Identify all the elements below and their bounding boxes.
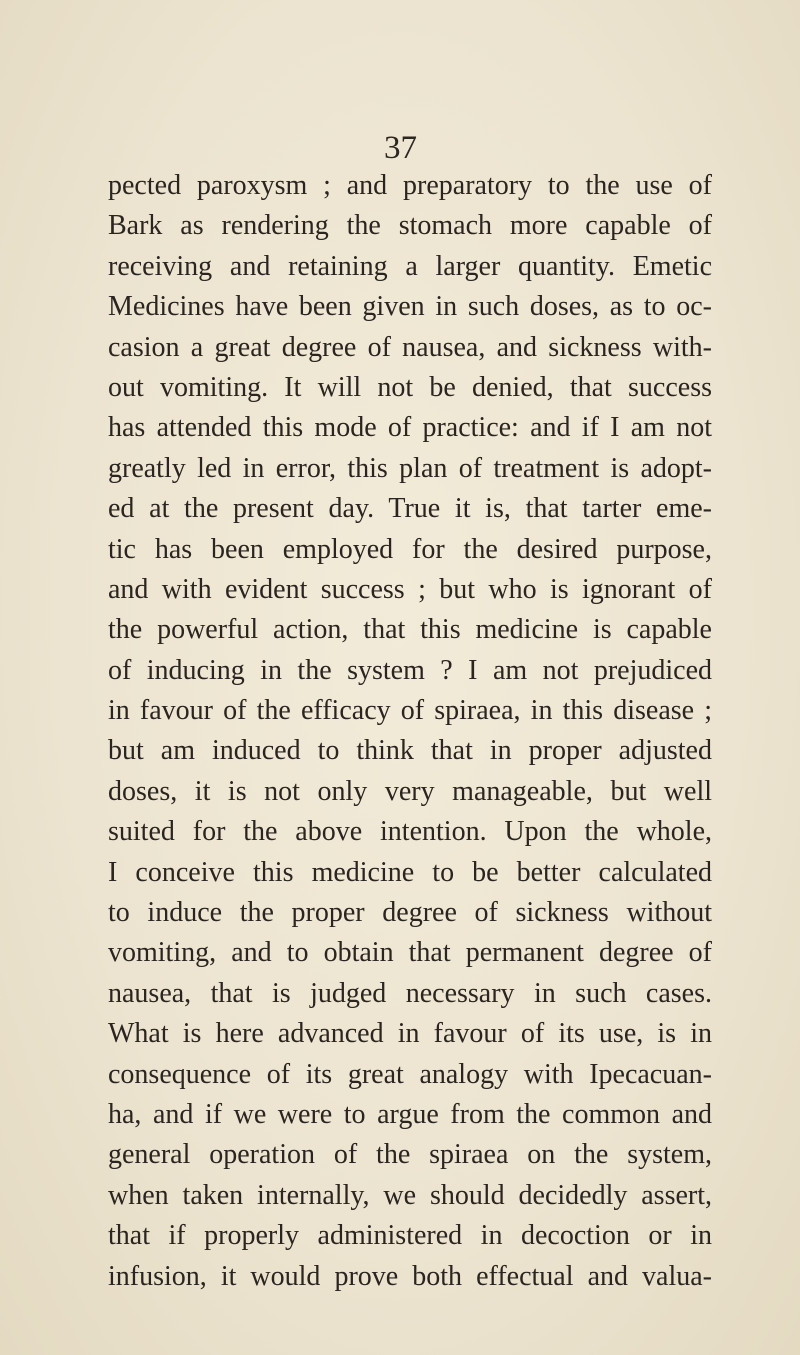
- text-line: has attended this mode of practice: and if I am not: [108, 412, 712, 444]
- text-line: I conceive this medicine to be better calculated: [108, 856, 712, 888]
- text-line: ha, and if we were to argue from the common and: [108, 1098, 712, 1130]
- text-line: to induce the proper degree of sickness without: [108, 897, 712, 929]
- text-line: out vomiting. It will not be denied, that success: [108, 371, 712, 403]
- text-line: consequence of its great analogy with Ipecacuan-: [108, 1058, 712, 1090]
- text-line: infusion, it would prove both effectual and valua-: [108, 1260, 712, 1292]
- text-line: Medicines have been given in such doses, as to oc-: [108, 291, 712, 323]
- text-line: the powerful action, that this medicine is capable: [108, 614, 712, 646]
- text-line: Bark as rendering the stomach more capable of: [108, 210, 712, 242]
- text-line: in favour of the efficacy of spiraea, in this disease ;: [108, 695, 712, 727]
- text-line: nausea, that is judged necessary in such cases.: [108, 977, 712, 1009]
- text-line: when taken internally, we should decidedly assert,: [108, 1179, 712, 1211]
- text-line: vomiting, and to obtain that permanent degree of: [108, 937, 712, 969]
- page-number: 37: [384, 130, 417, 166]
- text-line: and with evident success ; but who is ignorant of: [108, 573, 712, 605]
- text-line: but am induced to think that in proper adjusted: [108, 735, 712, 767]
- text-line: doses, it is not only very manageable, but well: [108, 775, 712, 807]
- body-text: [108, 166, 712, 1297]
- text-line: greatly led in error, this plan of treatment is adopt-: [108, 452, 712, 484]
- text-line: casion a great degree of nausea, and sickness with-: [108, 331, 712, 363]
- text-line: suited for the above intention. Upon the whole,: [108, 816, 712, 848]
- text-line: ed at the present day. True it is, that tarter eme-: [108, 493, 712, 525]
- text-line: general operation of the spiraea on the system,: [108, 1139, 712, 1171]
- text-line: What is here advanced in favour of its use, is in: [108, 1018, 712, 1050]
- text-line: tic has been employed for the desired purpose,: [108, 533, 712, 565]
- text-line: receiving and retaining a larger quantity. Emetic: [108, 250, 712, 282]
- text-line: pected paroxysm ; and preparatory to the use of: [108, 170, 712, 201]
- text-line: that if properly administered in decoction or in: [108, 1220, 712, 1252]
- text-line: of inducing in the system ? I am not prejudiced: [108, 654, 712, 686]
